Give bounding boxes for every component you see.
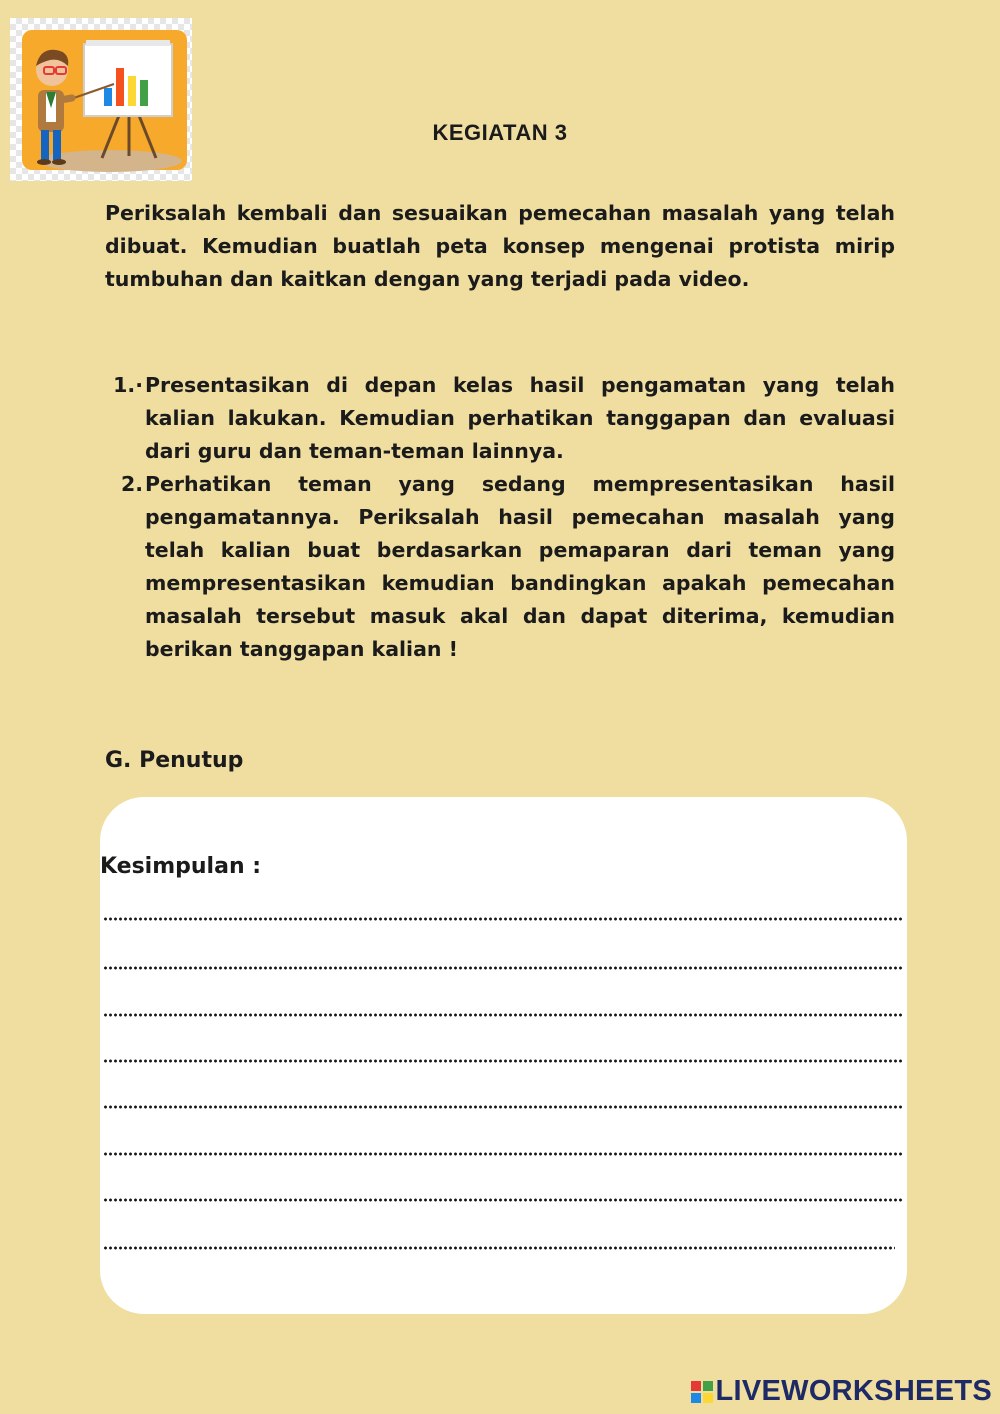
step-text: Presentasikan di depan kelas hasil pengamatan yang telah kalian lakukan. Kemudian perhatikan tanggapan dan evaluasi dari guru dan teman-teman lainnya. [145,373,895,463]
liveworksheets-logo [691,1375,993,1408]
list-item [105,468,895,666]
step-number: 1.· [113,373,143,397]
answer-line-5[interactable] [103,1105,903,1109]
teacher-presenting-bar-chart-icon [10,18,192,181]
teacher-presentation-illustration [10,18,192,181]
page-title: KEGIATAN 3 [432,120,568,145]
answer-line-6[interactable] [103,1152,903,1156]
step-text: Perhatikan teman yang sedang mempresentasikan hasil pengamatannya. Periksalah hasil pemecahan masalah yang telah kalian buat berdasarkan pemaparan dari teman yang mempresentasikan kemudian bandingkan apakah pemecahan masalah tersebut masuk akal dan dapat diterima, kemudian berikan tanggapan kalian ! [145,472,895,661]
steps-list [105,369,895,666]
answer-line-4[interactable] [103,1059,903,1063]
answer-line-7[interactable] [103,1198,903,1202]
list-item [105,369,895,468]
section-heading: G. Penutup [105,748,244,773]
brand-name: LIVEWORKSHEETS [715,1375,992,1407]
step-number: 2. [120,472,143,496]
answer-line-2[interactable] [103,966,903,970]
kesimpulan-label: Kesimpulan : [100,854,262,879]
liveworksheets-logo-icon [691,1381,713,1403]
answer-line-8[interactable] [103,1246,895,1250]
answer-line-1[interactable] [103,917,903,921]
answer-line-3[interactable] [103,1013,903,1017]
intro-paragraph: Periksalah kembali dan sesuaikan pemecahan masalah yang telah dibuat. Kemudian buatlah peta konsep mengenai protista mirip tumbuhan dan kaitkan dengan yang terjadi pada video. [105,201,895,291]
